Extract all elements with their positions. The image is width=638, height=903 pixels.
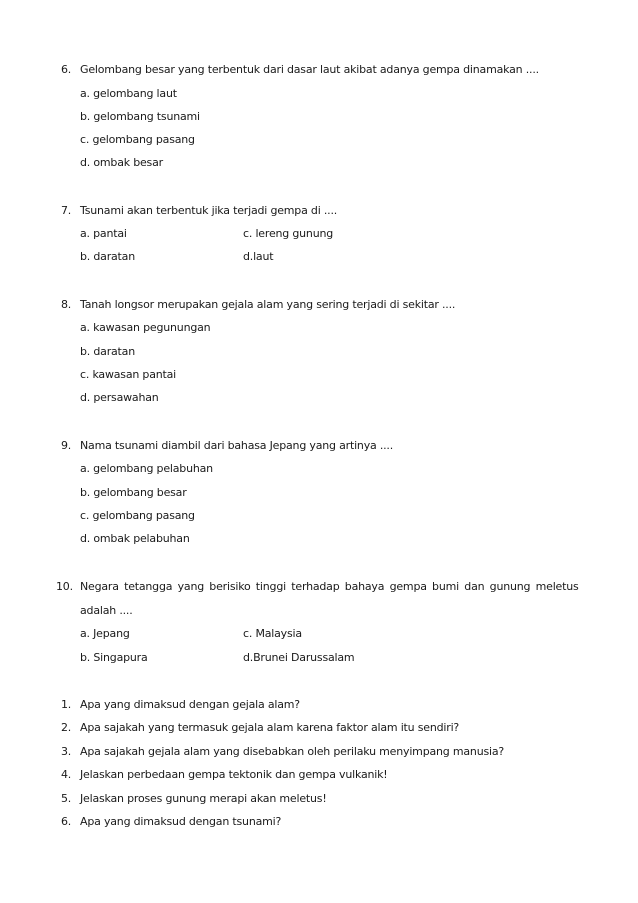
answer-option: d. ombak pelabuhan <box>80 532 190 545</box>
answer-option: a. gelombang laut <box>80 87 177 100</box>
answer-option: c. gelombang pasang <box>80 133 195 146</box>
question-number: 5. <box>61 792 72 805</box>
answer-option: a. Jepang <box>80 627 130 640</box>
question-text: Apa yang dimaksud dengan gejala alam? <box>80 698 300 711</box>
answer-option: b. daratan <box>80 345 135 358</box>
question-text: Jelaskan proses gunung merapi akan meletus! <box>80 792 327 805</box>
answer-option: a. kawasan pegunungan <box>80 321 211 334</box>
answer-option: c. kawasan pantai <box>80 368 177 381</box>
question-number: 6. <box>61 63 72 76</box>
question-text: Jelaskan perbedaan gempa tektonik dan gempa vulkanik! <box>80 768 388 781</box>
question-stem: Tanah longsor merupakan gejala alam yang sering terjadi di sekitar .... <box>80 298 456 311</box>
question-text: Apa sajakah yang termasuk gejala alam karena faktor alam itu sendiri? <box>80 721 460 734</box>
question-number: 8. <box>61 298 72 311</box>
answer-option: c. gelombang pasang <box>80 509 195 522</box>
answer-option: d.laut <box>243 250 274 263</box>
question-number: 3. <box>61 745 72 758</box>
answer-option: b. gelombang tsunami <box>80 110 200 123</box>
question-text: Apa sajakah gejala alam yang disebabkan oleh perilaku menyimpang manusia? <box>80 745 505 758</box>
question-stem: Negara tetangga yang berisiko tinggi terhadap bahaya gempa bumi dan gunung meletus <box>80 580 579 593</box>
question-stem: Tsunami akan terbentuk jika terjadi gempa di .... <box>80 204 338 217</box>
question-number: 10. <box>56 580 73 593</box>
answer-option: d. persawahan <box>80 391 159 404</box>
question-number: 1. <box>61 698 72 711</box>
question-stem: Gelombang besar yang terbentuk dari dasar laut akibat adanya gempa dinamakan .... <box>80 63 539 76</box>
answer-option: b. gelombang besar <box>80 486 187 499</box>
answer-option: c. Malaysia <box>243 627 302 640</box>
question-stem-continued: adalah .... <box>80 604 133 617</box>
question-number: 6. <box>61 815 72 828</box>
question-number: 2. <box>61 721 72 734</box>
answer-option: d. ombak besar <box>80 156 163 169</box>
answer-option: b. daratan <box>80 250 135 263</box>
answer-option: b. Singapura <box>80 651 148 664</box>
answer-option: c. lereng gunung <box>243 227 334 240</box>
question-text: Apa yang dimaksud dengan tsunami? <box>80 815 282 828</box>
question-number: 9. <box>61 439 72 452</box>
question-stem: Nama tsunami diambil dari bahasa Jepang yang artinya .... <box>80 439 394 452</box>
answer-option: a. gelombang pelabuhan <box>80 462 213 475</box>
question-number: 7. <box>61 204 72 217</box>
answer-option: d.Brunei Darussalam <box>243 651 355 664</box>
question-number: 4. <box>61 768 72 781</box>
answer-option: a. pantai <box>80 227 127 240</box>
